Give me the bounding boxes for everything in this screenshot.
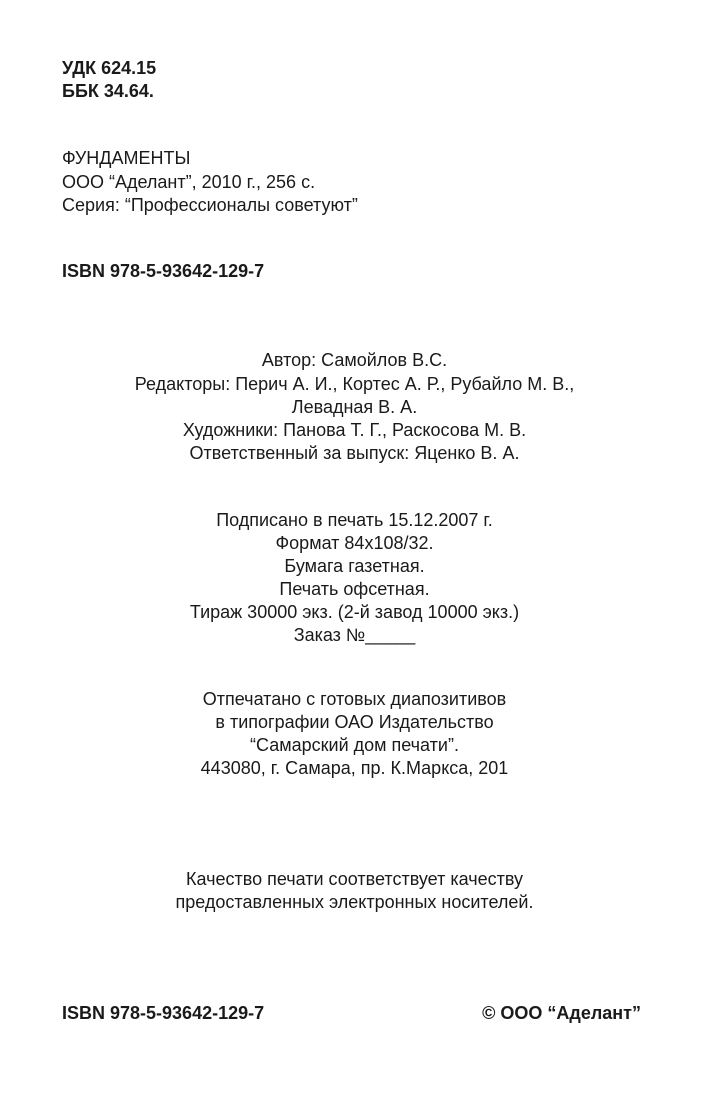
format-line: Формат 84х108/32. (275, 533, 434, 553)
book-title: ФУНДАМЕНТЫ (62, 148, 191, 168)
printer-line-3: “Самарский дом печати”. (250, 735, 459, 755)
quality-line-2: предоставленных электронных носителей. (175, 892, 534, 912)
copyright-notice: © ООО “Аделант” (482, 1003, 641, 1023)
signed-line: Подписано в печать 15.12.2007 г. (216, 510, 493, 530)
printer-line-1: Отпечатано с готовых диапозитивов (202, 689, 507, 709)
editors-line-2: Левадная В. А. (291, 397, 418, 417)
author-line: Автор: Самойлов В.С. (261, 350, 448, 370)
series-line: Серия: “Профессионалы советуют” (62, 195, 358, 215)
quality-line-1: Качество печати соответствует качеству (186, 869, 523, 889)
printer-address: 443080, г. Самара, пр. К.Маркса, 201 (200, 758, 509, 778)
publisher-line: ООО “Аделант”, 2010 г., 256 с. (62, 172, 316, 192)
printer-line-2: в типографии ОАО Издательство (215, 712, 494, 732)
artists-line: Художники: Панова Т. Г., Раскосова М. В. (182, 420, 527, 440)
udk-code: УДК 624.15 (62, 58, 157, 78)
editors-line-1: Редакторы: Перич А. И., Кортес А. Р., Рубайло М. В., (134, 374, 575, 394)
bbk-code: ББК 34.64. (62, 81, 154, 101)
paper-line: Бумага газетная. (284, 556, 425, 576)
circulation-line: Тираж 30000 экз. (2-й завод 10000 экз.) (189, 602, 520, 622)
isbn-footer: ISBN 978-5-93642-129-7 (62, 1003, 265, 1023)
responsible-line: Ответственный за выпуск: Яценко В. А. (189, 443, 520, 463)
printing-line: Печать офсетная. (279, 579, 430, 599)
order-line: Заказ №_____ (293, 625, 416, 645)
isbn-top: ISBN 978-5-93642-129-7 (62, 261, 265, 281)
